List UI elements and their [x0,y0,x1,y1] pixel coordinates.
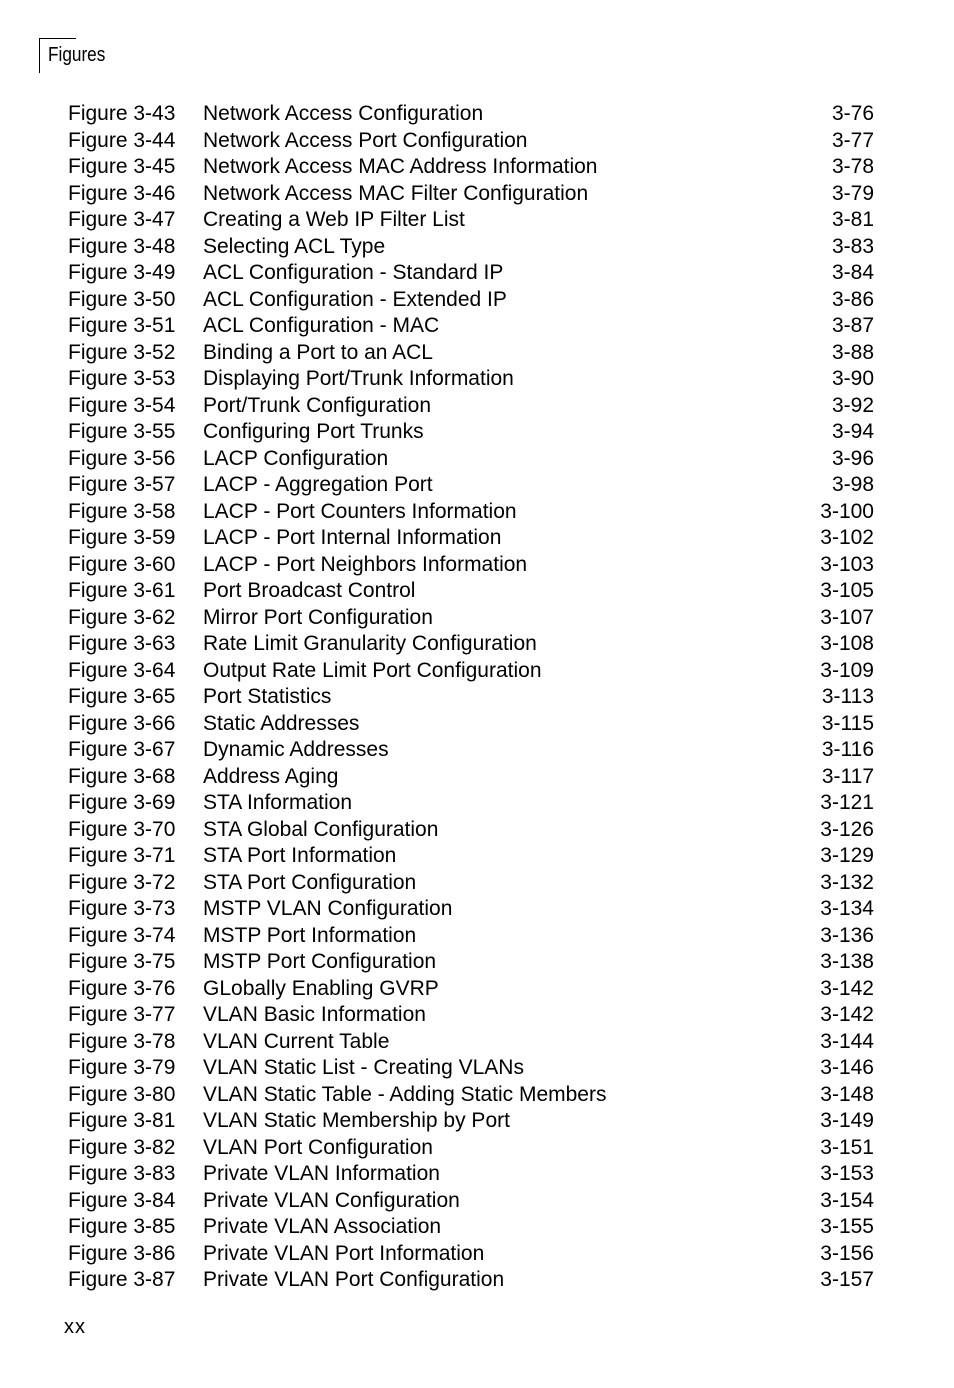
toc-entry[interactable] [68,764,874,791]
figure-title: Network Access Port Configuration [203,128,528,152]
figure-title: Binding a Port to an ACL [203,340,433,364]
figure-number: Figure 3-63 [68,632,176,655]
figure-number: Figure 3-76 [68,976,176,1000]
figure-number: Figure 3-48 [68,234,176,258]
figure-number: Figure 3-62 [68,605,176,629]
figure-number: Figure 3-47 [68,208,176,231]
figure-number: Figure 3-43 [68,102,176,125]
toc-entry[interactable] [68,1082,874,1109]
figure-number: Figure 3-65 [68,685,176,708]
figure-title: ACL Configuration - MAC [203,314,440,337]
toc-entry[interactable] [68,419,874,446]
toc-entry[interactable] [68,1135,874,1162]
figure-title: Creating a Web IP Filter List [203,208,465,231]
figure-title: LACP - Port Internal Information [203,526,502,549]
figure-number: Figure 3-82 [68,1135,176,1159]
figure-title: Private VLAN Information [203,1162,440,1185]
page-reference: 3-76 [831,102,874,125]
page-reference: 3-77 [831,128,874,152]
toc-entry[interactable] [68,393,874,420]
section-header: Figures [48,44,106,66]
page-reference: 3-129 [820,844,874,867]
toc-entry[interactable] [68,1267,874,1294]
figure-number: Figure 3-50 [68,287,176,311]
figure-title: Mirror Port Configuration [203,605,433,629]
figure-title: Private VLAN Configuration [203,1188,460,1212]
figure-number: Figure 3-71 [68,844,176,867]
page-reference: 3-148 [820,1082,874,1106]
toc-entry[interactable] [68,181,874,208]
figure-number: Figure 3-79 [68,1056,176,1079]
toc-entry[interactable] [68,472,874,499]
figure-title: ACL Configuration - Standard IP [203,261,504,284]
page-reference: 3-142 [820,976,874,1000]
page-reference: 3-78 [831,155,874,178]
figure-title: VLAN Static Membership by Port [203,1109,510,1132]
figure-title: MSTP VLAN Configuration [203,897,453,920]
toc-entry[interactable] [68,1029,874,1056]
page-reference: 3-146 [820,1056,874,1079]
toc-entry[interactable] [68,843,874,870]
figure-title: Rate Limit Granularity Configuration [203,632,537,655]
toc-entry[interactable] [68,287,874,314]
page-reference: 3-81 [831,208,874,231]
figure-title: LACP - Aggregation Port [203,473,433,496]
figure-title: VLAN Basic Information [203,1003,426,1026]
page-reference: 3-115 [821,711,874,735]
toc-entry[interactable] [68,658,874,685]
page-reference: 3-87 [831,314,874,337]
toc-entry[interactable] [68,154,874,181]
figure-title: LACP Configuration [203,446,389,470]
toc-entry[interactable] [68,260,874,287]
figure-number: Figure 3-87 [68,1268,176,1291]
page-reference: 3-107 [820,605,874,629]
toc-entry[interactable] [68,711,874,738]
figure-title: LACP - Port Neighbors Information [203,552,528,576]
figure-number: Figure 3-75 [68,950,176,973]
page-reference: 3-102 [820,526,874,549]
figure-title: Port/Trunk Configuration [203,393,431,417]
toc-entry[interactable] [68,1188,874,1215]
page-reference: 3-84 [831,261,874,284]
figure-number: Figure 3-68 [68,764,176,788]
figure-title: Static Addresses [203,711,360,735]
figure-title: MSTP Port Configuration [203,950,437,973]
page-reference: 3-144 [820,1029,874,1053]
figure-number: Figure 3-67 [68,738,176,761]
figure-number: Figure 3-72 [68,870,176,894]
toc-entry[interactable] [68,976,874,1003]
page-reference: 3-86 [831,287,874,311]
page-reference: 3-116 [821,738,874,761]
figure-title: STA Port Information [203,844,397,867]
page-reference: 3-92 [831,393,874,417]
figure-title: Output Rate Limit Port Configuration [203,658,542,682]
figure-title: Port Broadcast Control [203,579,416,602]
page-reference: 3-138 [820,950,874,973]
toc-entry[interactable] [68,1214,874,1241]
figure-title: Private VLAN Port Information [203,1241,485,1265]
figure-number: Figure 3-54 [68,393,176,417]
figure-number: Figure 3-85 [68,1215,176,1238]
figure-number: Figure 3-80 [68,1082,176,1106]
figure-number: Figure 3-69 [68,791,176,814]
page-reference: 3-126 [820,817,874,841]
page-reference: 3-151 [820,1135,874,1159]
toc-entry[interactable] [68,923,874,950]
figure-number: Figure 3-59 [68,526,176,549]
figure-number: Figure 3-61 [68,579,176,602]
figure-number: Figure 3-78 [68,1029,176,1053]
page-reference: 3-96 [831,446,874,470]
toc-entry[interactable] [68,870,874,897]
page-reference: 3-154 [820,1188,874,1212]
toc-entry[interactable] [68,949,874,976]
figure-number: Figure 3-44 [68,128,176,152]
figure-number: Figure 3-56 [68,446,176,470]
toc-entry[interactable] [68,313,874,340]
figure-number: Figure 3-66 [68,711,176,735]
toc-entry[interactable] [68,446,874,473]
figure-title: Selecting ACL Type [203,234,386,258]
figure-number: Figure 3-46 [68,181,176,205]
toc-entry[interactable] [68,1108,874,1135]
figure-title: Private VLAN Port Configuration [203,1268,505,1291]
figure-title: Network Access MAC Filter Configuration [203,181,589,205]
figure-number: Figure 3-83 [68,1162,176,1185]
figure-title: VLAN Static List - Creating VLANs [203,1056,524,1079]
figure-title: Configuring Port Trunks [203,420,424,443]
toc-entry[interactable] [68,207,874,234]
page-reference: 3-83 [831,234,874,258]
toc-entry[interactable] [68,101,874,128]
toc-entry[interactable] [68,128,874,155]
toc-entry[interactable] [68,552,874,579]
page-reference: 3-121 [820,791,874,814]
page-reference: 3-142 [820,1003,874,1026]
figure-number: Figure 3-70 [68,817,176,841]
page-reference: 3-108 [820,632,874,655]
page-reference: 3-132 [820,870,874,894]
toc-entry[interactable] [68,1002,874,1029]
toc-entry[interactable] [68,499,874,526]
figure-number: Figure 3-45 [68,155,176,178]
figure-title: Displaying Port/Trunk Information [203,367,514,390]
figure-title: Network Access MAC Address Information [203,155,598,178]
figure-title: VLAN Port Configuration [203,1135,433,1159]
toc-entry[interactable] [68,1241,874,1268]
page-reference: 3-156 [820,1241,874,1265]
page-reference: 3-136 [820,923,874,947]
figure-title: MSTP Port Information [203,923,417,947]
figure-number: Figure 3-58 [68,499,176,523]
toc-entry[interactable] [68,525,874,552]
toc-entry[interactable] [68,737,874,764]
page-reference: 3-134 [820,897,874,920]
figure-title: VLAN Static Table - Adding Static Members [203,1082,607,1106]
figure-number: Figure 3-73 [68,897,176,920]
figure-number: Figure 3-57 [68,473,176,496]
page-reference: 3-155 [820,1215,874,1238]
figure-number: Figure 3-81 [68,1109,176,1132]
page-reference: 3-90 [831,367,874,390]
figure-title: Network Access Configuration [203,102,484,125]
figure-number: Figure 3-49 [68,261,176,284]
figure-title: STA Information [203,791,353,814]
page-reference: 3-149 [820,1109,874,1132]
page-reference: 3-98 [831,473,874,496]
list-of-figures [68,101,874,1294]
figure-title: GLobally Enabling GVRP [203,976,439,1000]
toc-entry[interactable] [68,605,874,632]
figure-number: Figure 3-84 [68,1188,176,1212]
figure-number: Figure 3-53 [68,367,176,390]
figure-number: Figure 3-60 [68,552,176,576]
toc-entry[interactable] [68,684,874,711]
page-reference: 3-100 [820,499,874,523]
page-reference: 3-113 [821,685,874,708]
figure-number: Figure 3-77 [68,1003,176,1026]
figure-title: STA Port Configuration [203,870,417,894]
figure-number: Figure 3-55 [68,420,176,443]
toc-entry[interactable] [68,1055,874,1082]
page-number: xx [64,1316,86,1338]
figure-number: Figure 3-74 [68,923,176,947]
figure-number: Figure 3-51 [68,314,176,337]
toc-entry[interactable] [68,578,874,605]
page-reference: 3-94 [831,420,874,443]
page-reference: 3-79 [831,181,874,205]
figure-title: Address Aging [203,764,339,788]
page-reference: 3-103 [820,552,874,576]
toc-entry[interactable] [68,1161,874,1188]
page-reference: 3-88 [831,340,874,364]
figure-title: Dynamic Addresses [203,738,389,761]
toc-entry[interactable] [68,234,874,261]
page-reference: 3-105 [820,579,874,602]
toc-entry[interactable] [68,366,874,393]
figure-number: Figure 3-64 [68,658,176,682]
toc-entry[interactable] [68,790,874,817]
figure-title: Private VLAN Association [203,1215,442,1238]
figure-title: STA Global Configuration [203,817,439,841]
figure-number: Figure 3-52 [68,340,176,364]
toc-entry[interactable] [68,631,874,658]
page-reference: 3-153 [820,1162,874,1185]
figure-title: ACL Configuration - Extended IP [203,287,507,311]
toc-entry[interactable] [68,340,874,367]
page-reference: 3-157 [820,1268,874,1291]
page-reference: 3-117 [821,764,874,788]
page-reference: 3-109 [820,658,874,682]
figure-number: Figure 3-86 [68,1241,176,1265]
figure-title: Port Statistics [203,685,332,708]
figure-title: LACP - Port Counters Information [203,499,517,523]
figure-title: VLAN Current Table [203,1029,390,1053]
toc-entry[interactable] [68,817,874,844]
toc-entry[interactable] [68,896,874,923]
